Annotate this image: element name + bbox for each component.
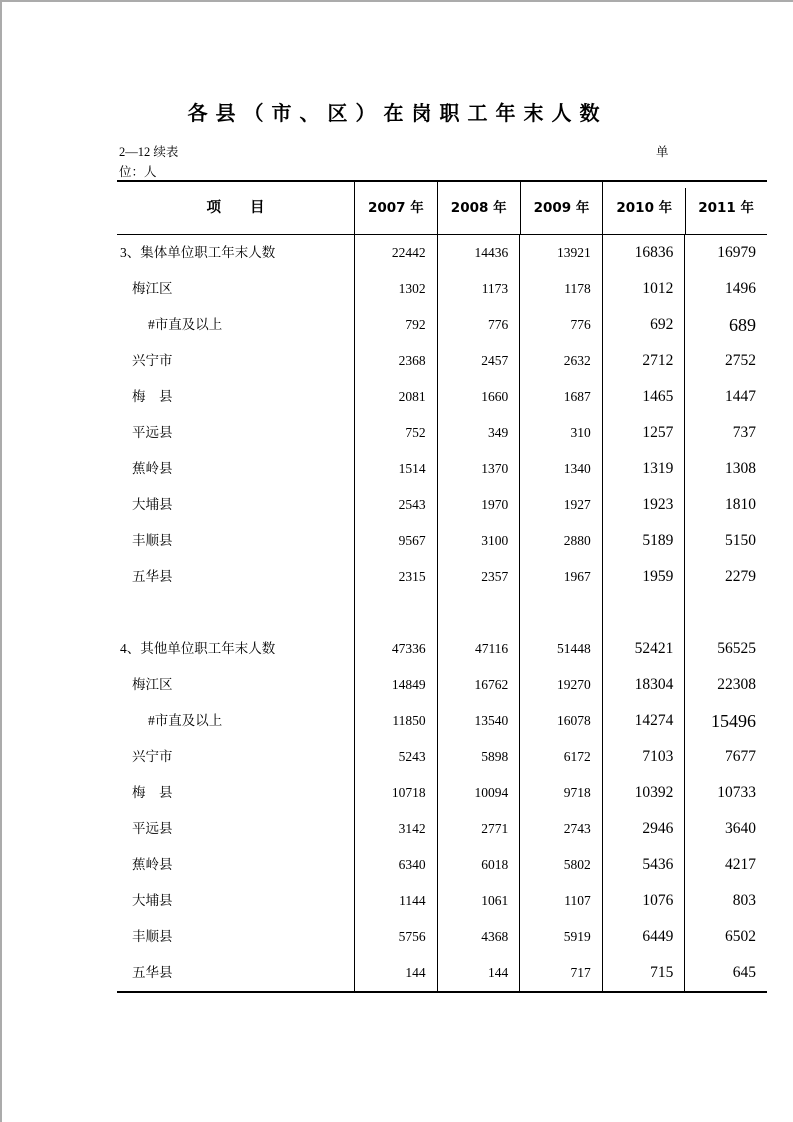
cell-value: 2880 xyxy=(519,523,602,559)
row-label: 兴宁市 xyxy=(132,749,173,764)
cell-value: 776 xyxy=(437,307,520,343)
row-label: #市直及以上 xyxy=(148,317,223,332)
column-header-year-2011: 2011 年 xyxy=(685,182,767,234)
cell-value: 6018 xyxy=(437,847,520,883)
cell-value: 6449 xyxy=(602,919,685,955)
cell-value: 10392 xyxy=(602,775,685,811)
cell-value: 1340 xyxy=(519,451,602,487)
cell-value: 1970 xyxy=(437,487,520,523)
table-body xyxy=(117,235,767,991)
cell-value: 2357 xyxy=(437,559,520,595)
cell-value: 349 xyxy=(437,415,520,451)
cell-value: 1447 xyxy=(684,379,767,415)
cell-value: 2279 xyxy=(684,559,767,595)
column-header-year-2007: 2007 年 xyxy=(354,182,437,234)
row-label: #市直及以上 xyxy=(148,713,223,728)
cell-value: 1967 xyxy=(519,559,602,595)
row-label: 兴宁市 xyxy=(132,353,173,368)
cell-value: 1144 xyxy=(354,883,437,919)
cell-value: 5919 xyxy=(519,919,602,955)
cell-value: 692 xyxy=(602,307,685,343)
cell-value: 1173 xyxy=(437,271,520,307)
table-header-row xyxy=(117,182,767,235)
column-header-year-2010: 2010 年 xyxy=(602,182,685,234)
cell-value: 144 xyxy=(437,955,520,991)
cell-value: 52421 xyxy=(602,631,685,667)
table-row xyxy=(117,523,767,559)
column-header-year-2009: 2009 年 xyxy=(520,182,603,234)
cell-value: 22442 xyxy=(354,235,437,271)
row-label: 梅 县 xyxy=(132,785,173,800)
page-title: 各县（市、区）在岗职工年末人数 xyxy=(187,101,608,125)
table-number: 2—12 续表 xyxy=(119,145,179,159)
cell-value: 689 xyxy=(684,307,767,343)
row-label: 梅 县 xyxy=(132,389,173,404)
table-row xyxy=(117,307,767,343)
unit-label-suffix: 位：人 xyxy=(119,165,157,179)
cell-value: 6172 xyxy=(519,739,602,775)
cell-value: 1496 xyxy=(684,271,767,307)
cell-value: 14274 xyxy=(602,703,685,739)
table-row xyxy=(117,919,767,955)
row-label: 蕉岭县 xyxy=(132,461,173,476)
table-row xyxy=(117,631,767,667)
table-row xyxy=(117,955,767,991)
column-header-item: 项 目 xyxy=(206,200,265,216)
cell-value: 2081 xyxy=(354,379,437,415)
cell-value: 6502 xyxy=(684,919,767,955)
cell-value: 2315 xyxy=(354,559,437,595)
table-row xyxy=(117,451,767,487)
cell-value: 1927 xyxy=(519,487,602,523)
cell-value: 717 xyxy=(519,955,602,991)
cell-value: 1319 xyxy=(602,451,685,487)
meta-line xyxy=(119,144,769,161)
cell-value: 14849 xyxy=(354,667,437,703)
cell-value: 1308 xyxy=(684,451,767,487)
cell-value: 16836 xyxy=(602,235,685,271)
cell-value: 18304 xyxy=(602,667,685,703)
table-row xyxy=(117,415,767,451)
cell-value: 1302 xyxy=(354,271,437,307)
cell-value: 2743 xyxy=(519,811,602,847)
row-label: 3、集体单位职工年末人数 xyxy=(120,245,276,260)
table-row xyxy=(117,271,767,307)
unit-label-prefix: 单 xyxy=(656,145,669,159)
table-row xyxy=(117,775,767,811)
row-label: 平远县 xyxy=(132,821,173,836)
cell-value: 5802 xyxy=(519,847,602,883)
cell-value: 19270 xyxy=(519,667,602,703)
cell-value: 1810 xyxy=(684,487,767,523)
cell-value: 1687 xyxy=(519,379,602,415)
table-row xyxy=(117,667,767,703)
column-header-year-2008: 2008 年 xyxy=(437,182,520,234)
cell-value: 10718 xyxy=(354,775,437,811)
cell-value: 5898 xyxy=(437,739,520,775)
cell-value: 2946 xyxy=(602,811,685,847)
cell-value: 5243 xyxy=(354,739,437,775)
row-label: 丰顺县 xyxy=(132,929,173,944)
cell-value: 6340 xyxy=(354,847,437,883)
table-row xyxy=(117,487,767,523)
cell-value: 16979 xyxy=(684,235,767,271)
table-row xyxy=(117,559,767,595)
table-row xyxy=(117,847,767,883)
cell-value: 1257 xyxy=(602,415,685,451)
cell-value xyxy=(602,595,685,631)
table-row xyxy=(117,739,767,775)
cell-value: 13540 xyxy=(437,703,520,739)
cell-value: 5756 xyxy=(354,919,437,955)
table-row xyxy=(117,379,767,415)
cell-value: 2712 xyxy=(602,343,685,379)
cell-value: 56525 xyxy=(684,631,767,667)
cell-value: 1465 xyxy=(602,379,685,415)
cell-value: 4368 xyxy=(437,919,520,955)
row-label xyxy=(117,595,354,631)
row-label: 4、其他单位职工年末人数 xyxy=(120,641,276,656)
row-label: 平远县 xyxy=(132,425,173,440)
cell-value: 3100 xyxy=(437,523,520,559)
cell-value: 1178 xyxy=(519,271,602,307)
cell-value: 1107 xyxy=(519,883,602,919)
cell-value: 14436 xyxy=(437,235,520,271)
cell-value: 11850 xyxy=(354,703,437,739)
table-spacer-row xyxy=(117,595,767,631)
cell-value: 47116 xyxy=(437,631,520,667)
cell-value: 10094 xyxy=(437,775,520,811)
cell-value: 16078 xyxy=(519,703,602,739)
cell-value xyxy=(684,595,767,631)
cell-value: 776 xyxy=(519,307,602,343)
cell-value: 3142 xyxy=(354,811,437,847)
cell-value: 13921 xyxy=(519,235,602,271)
cell-value: 3640 xyxy=(684,811,767,847)
cell-value: 645 xyxy=(684,955,767,991)
cell-value xyxy=(437,595,520,631)
employees-table xyxy=(117,180,767,993)
cell-value: 1076 xyxy=(602,883,685,919)
table-row xyxy=(117,235,767,271)
cell-value: 752 xyxy=(354,415,437,451)
row-label: 梅江区 xyxy=(132,281,173,296)
row-label: 大埔县 xyxy=(132,893,173,908)
cell-value: 1923 xyxy=(602,487,685,523)
cell-value: 10733 xyxy=(684,775,767,811)
cell-value: 1660 xyxy=(437,379,520,415)
document-page xyxy=(2,99,793,993)
cell-value: 51448 xyxy=(519,631,602,667)
cell-value: 803 xyxy=(684,883,767,919)
cell-value: 1012 xyxy=(602,271,685,307)
row-label: 大埔县 xyxy=(132,497,173,512)
cell-value: 47336 xyxy=(354,631,437,667)
table-row xyxy=(117,343,767,379)
cell-value: 2457 xyxy=(437,343,520,379)
table-row xyxy=(117,811,767,847)
cell-value: 5189 xyxy=(602,523,685,559)
cell-value: 22308 xyxy=(684,667,767,703)
cell-value: 2632 xyxy=(519,343,602,379)
cell-value: 7103 xyxy=(602,739,685,775)
cell-value: 1959 xyxy=(602,559,685,595)
cell-value: 144 xyxy=(354,955,437,991)
cell-value: 715 xyxy=(602,955,685,991)
cell-value: 5436 xyxy=(602,847,685,883)
cell-value: 2771 xyxy=(437,811,520,847)
cell-value: 1370 xyxy=(437,451,520,487)
cell-value: 5150 xyxy=(684,523,767,559)
cell-value: 1514 xyxy=(354,451,437,487)
cell-value xyxy=(519,595,602,631)
cell-value xyxy=(354,595,437,631)
table-row xyxy=(117,883,767,919)
row-label: 五华县 xyxy=(132,965,173,980)
cell-value: 737 xyxy=(684,415,767,451)
cell-value: 2752 xyxy=(684,343,767,379)
cell-value: 9718 xyxy=(519,775,602,811)
cell-value: 9567 xyxy=(354,523,437,559)
cell-value: 792 xyxy=(354,307,437,343)
row-label: 丰顺县 xyxy=(132,533,173,548)
cell-value: 2368 xyxy=(354,343,437,379)
cell-value: 7677 xyxy=(684,739,767,775)
cell-value: 2543 xyxy=(354,487,437,523)
row-label: 蕉岭县 xyxy=(132,857,173,872)
cell-value: 310 xyxy=(519,415,602,451)
row-label: 梅江区 xyxy=(132,677,173,692)
cell-value: 1061 xyxy=(437,883,520,919)
cell-value: 16762 xyxy=(437,667,520,703)
table-row xyxy=(117,703,767,739)
cell-value: 4217 xyxy=(684,847,767,883)
cell-value: 15496 xyxy=(684,703,767,739)
row-label: 五华县 xyxy=(132,569,173,584)
